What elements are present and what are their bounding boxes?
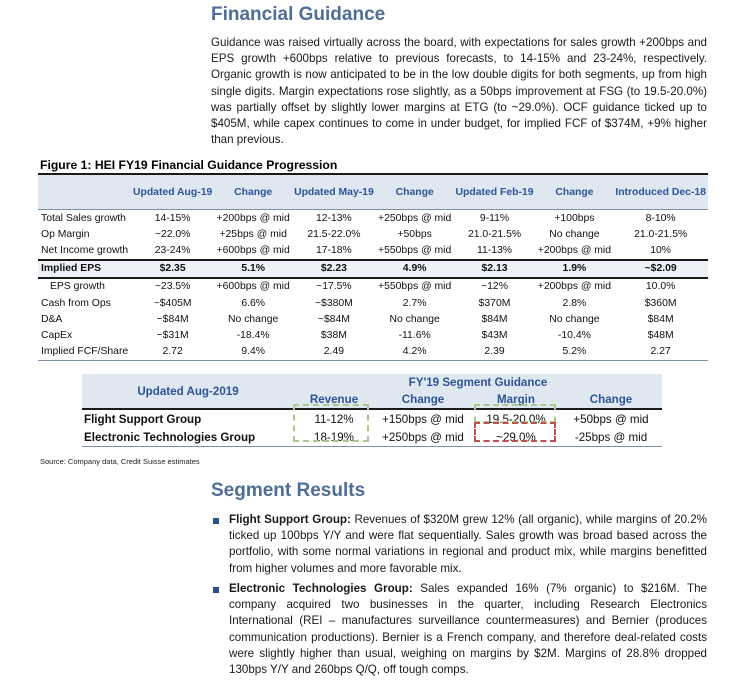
row-label: EPS growth [50, 281, 105, 293]
bullet-flight-support [229, 512, 707, 577]
table-cell: +50bps @ mid [560, 409, 662, 428]
header-cell: Change [536, 174, 614, 210]
table-cell: 1.9% [536, 260, 614, 278]
header-cell: Change [376, 174, 454, 210]
row-label: Implied FCF/Share [38, 344, 131, 361]
etg-margin-highlight-box [474, 422, 556, 442]
table-cell: 6.6% [241, 297, 265, 309]
bullet-lead: Electronic Technologies Group: [229, 582, 413, 595]
table-cell: ~12% [481, 281, 508, 293]
table-cell: 18-19% [294, 428, 374, 447]
table-row-implied-eps [38, 260, 708, 278]
table-cell: +25bps @ mid [219, 228, 287, 240]
bullet-body: Sales expanded 16% (7% organic) to $216M. The company acquired two businesses in the quarter, including Research Electronics International (REI – manufactures surveillance countermeasures) and Bernier (produces communication productions). Bernier is a French company, and therefore deal-related costs were slightly higher than usual, weighing on margins by $2M. Margins of 28.8% dropped 130bps Y/Y and 260bps Q/Q, off tough comps. [229, 582, 707, 677]
table-cell: $38M [320, 329, 347, 341]
header-cell: Change [560, 391, 662, 409]
table-cell: ~$84M [156, 313, 189, 325]
table-cell: 14-15% [154, 212, 191, 224]
table-cell: 2.8% [562, 297, 587, 309]
table-cell: $48M [647, 329, 674, 341]
guidance-table [38, 173, 708, 361]
table-cell: $370M [478, 297, 511, 309]
table-cell: 2.27 [613, 344, 708, 361]
table-row [38, 278, 708, 295]
table-cell: 10.0% [645, 281, 676, 293]
table-row [38, 344, 708, 361]
guidance-header-row [38, 174, 708, 210]
header-cell: Updated Aug-19 [131, 174, 214, 210]
table-cell: 2.39 [454, 344, 536, 361]
table-cell: ~$380M [314, 297, 353, 309]
table-cell: +200bps @ mid [537, 244, 612, 256]
section-title-segment-results: Segment Results [211, 480, 366, 501]
segment-guidance-table-wrapper [82, 374, 662, 447]
table-cell: 11-13% [477, 244, 513, 256]
table-cell: 4.2% [376, 344, 454, 361]
table-row [38, 226, 708, 242]
table-cell: 2.49 [292, 344, 376, 361]
table-cell: 9.4% [214, 344, 292, 361]
table-cell: ~29.0% [472, 428, 560, 447]
table-cell: +250bps @ mid [378, 212, 452, 224]
segment-header-row-1 [82, 374, 662, 391]
table-cell: 9-11% [479, 212, 510, 224]
table-cell: ~$405M [153, 297, 192, 309]
table-cell: ~$2.09 [613, 260, 708, 278]
table-row [38, 210, 708, 227]
table-cell: +250bps @ mid [374, 428, 472, 447]
table-cell: 17-18% [315, 244, 352, 256]
table-cell: No change [549, 313, 600, 325]
row-label: D&A [41, 313, 63, 325]
table-row [38, 242, 708, 259]
table-cell: +150bps @ mid [374, 409, 472, 428]
table-cell: ~22.0% [154, 228, 191, 240]
table-cell: 21.0-21.5% [634, 228, 688, 240]
table-cell: +200bps @ mid [537, 281, 612, 293]
table-cell: 8-10% [645, 212, 676, 224]
financial-guidance-paragraph: Guidance was raised virtually across the board, with expectations for sales growth +200bps and EPS growth +600bps relative to previous forecasts, to 14-15% and 23-24%, respectively. Organic growth is now anticipated to be in the low double digits for both segments, up from high single digits. Margin expectations rose slightly, as a 50bps improvement at FSG (to 19.5-20.0%) was partially offset by slightly lower margins at ETG (to ~29.0%). OCF guidance ticked up to $405M, while capex continues to come in under budget, for implied FCF of $374M, +9% higher than previous. [211, 36, 707, 147]
table-cell: 2.7% [402, 297, 427, 309]
table-cell: +600bps @ mid [216, 244, 290, 256]
header-cell: Updated May-19 [292, 174, 376, 210]
table-cell: 19.5-20.0% [472, 409, 560, 428]
table-cell: +100bps [554, 212, 595, 224]
table-row [82, 428, 662, 447]
section-title-financial-guidance: Financial Guidance [211, 4, 386, 25]
table-cell: No change [549, 228, 600, 240]
table-cell: 21.5-22.0% [307, 228, 361, 240]
row-label: Op Margin [41, 228, 90, 240]
table-row [38, 327, 708, 343]
table-row [38, 311, 708, 327]
table-cell: -18.4% [236, 329, 270, 341]
table-cell: $43M [481, 329, 508, 341]
bullet-square-icon [213, 518, 219, 524]
table-cell: -25bps @ mid [560, 428, 662, 447]
table-cell: +600bps @ mid [216, 281, 290, 293]
row-label: Total Sales growth [41, 212, 126, 224]
row-label: Cash from Ops [41, 297, 111, 309]
row-label: CapEx [41, 329, 73, 341]
bullet-square-icon [213, 587, 219, 593]
table-cell: -10.4% [557, 329, 591, 341]
source-note: Source: Company data, Credit Suisse estimates [40, 457, 200, 466]
table-cell: 2.72 [131, 344, 214, 361]
row-label: Flight Support Group [82, 409, 294, 428]
table-cell: $84M [481, 313, 508, 325]
table-cell: ~$31M [156, 329, 189, 341]
table-cell: $84M [647, 313, 674, 325]
table-cell: ~17.5% [316, 281, 352, 293]
row-label: Net Income growth [41, 244, 129, 256]
table-cell: 4.9% [376, 260, 454, 278]
header-cell: Margin [472, 391, 560, 409]
table-cell: 21.0-21.5% [467, 228, 522, 240]
fsg-margin-highlight-box [474, 404, 556, 423]
table-cell: $360M [644, 297, 677, 309]
segment-group-header: FY'19 Segment Guidance [294, 374, 662, 391]
bullet-lead: Flight Support Group: [229, 513, 351, 526]
header-cell: Updated Feb-19 [454, 174, 536, 210]
table-cell: $2.35 [131, 260, 214, 278]
table-cell: 10% [650, 244, 672, 256]
table-cell: +550bps @ mid [378, 244, 452, 256]
table-cell: +550bps @ mid [378, 281, 452, 293]
row-label: Electronic Technologies Group [82, 428, 294, 447]
segment-guidance-table [82, 374, 662, 447]
table-cell: +50bps [397, 228, 432, 240]
table-cell: 12-13% [315, 212, 352, 224]
table-cell: No change [389, 313, 440, 325]
row-label: Implied EPS [38, 260, 131, 278]
table-cell: $2.23 [292, 260, 376, 278]
table-cell: ~23.5% [154, 281, 191, 293]
header-cell [38, 174, 131, 210]
table-cell: 23-24% [154, 244, 191, 256]
header-cell: Change [374, 391, 472, 409]
table-cell: ~$84M [317, 313, 350, 325]
table-cell: $2.13 [454, 260, 536, 278]
table-row [82, 409, 662, 428]
revenue-highlight-box [293, 404, 369, 442]
header-cell: Introduced Dec-18 [613, 174, 708, 210]
bullet-body: Revenues of $320M grew 12% (all organic), while margins of 20.2% ticked up 100bps Y/Y and were flat sequentially. Sales growth was broad based across the portfolio, with some normal variations in regional and product mix, while margins benefitted from higher volumes and more favorable mix. [229, 513, 707, 575]
table-cell: +200bps @ mid [216, 212, 290, 224]
segment-corner-header: Updated Aug-2019 [82, 374, 294, 409]
table-cell: 11-12% [294, 409, 374, 428]
table-cell: -11.6% [398, 329, 431, 341]
table-cell: No change [228, 313, 279, 325]
table-cell: 5.1% [214, 260, 292, 278]
table-row [38, 295, 708, 311]
figure-title: Figure 1: HEI FY19 Financial Guidance Progression [40, 158, 338, 172]
header-cell: Revenue [294, 391, 374, 409]
header-cell: Change [214, 174, 292, 210]
table-cell: 5.2% [536, 344, 614, 361]
bullet-electronic-technologies [229, 581, 707, 678]
